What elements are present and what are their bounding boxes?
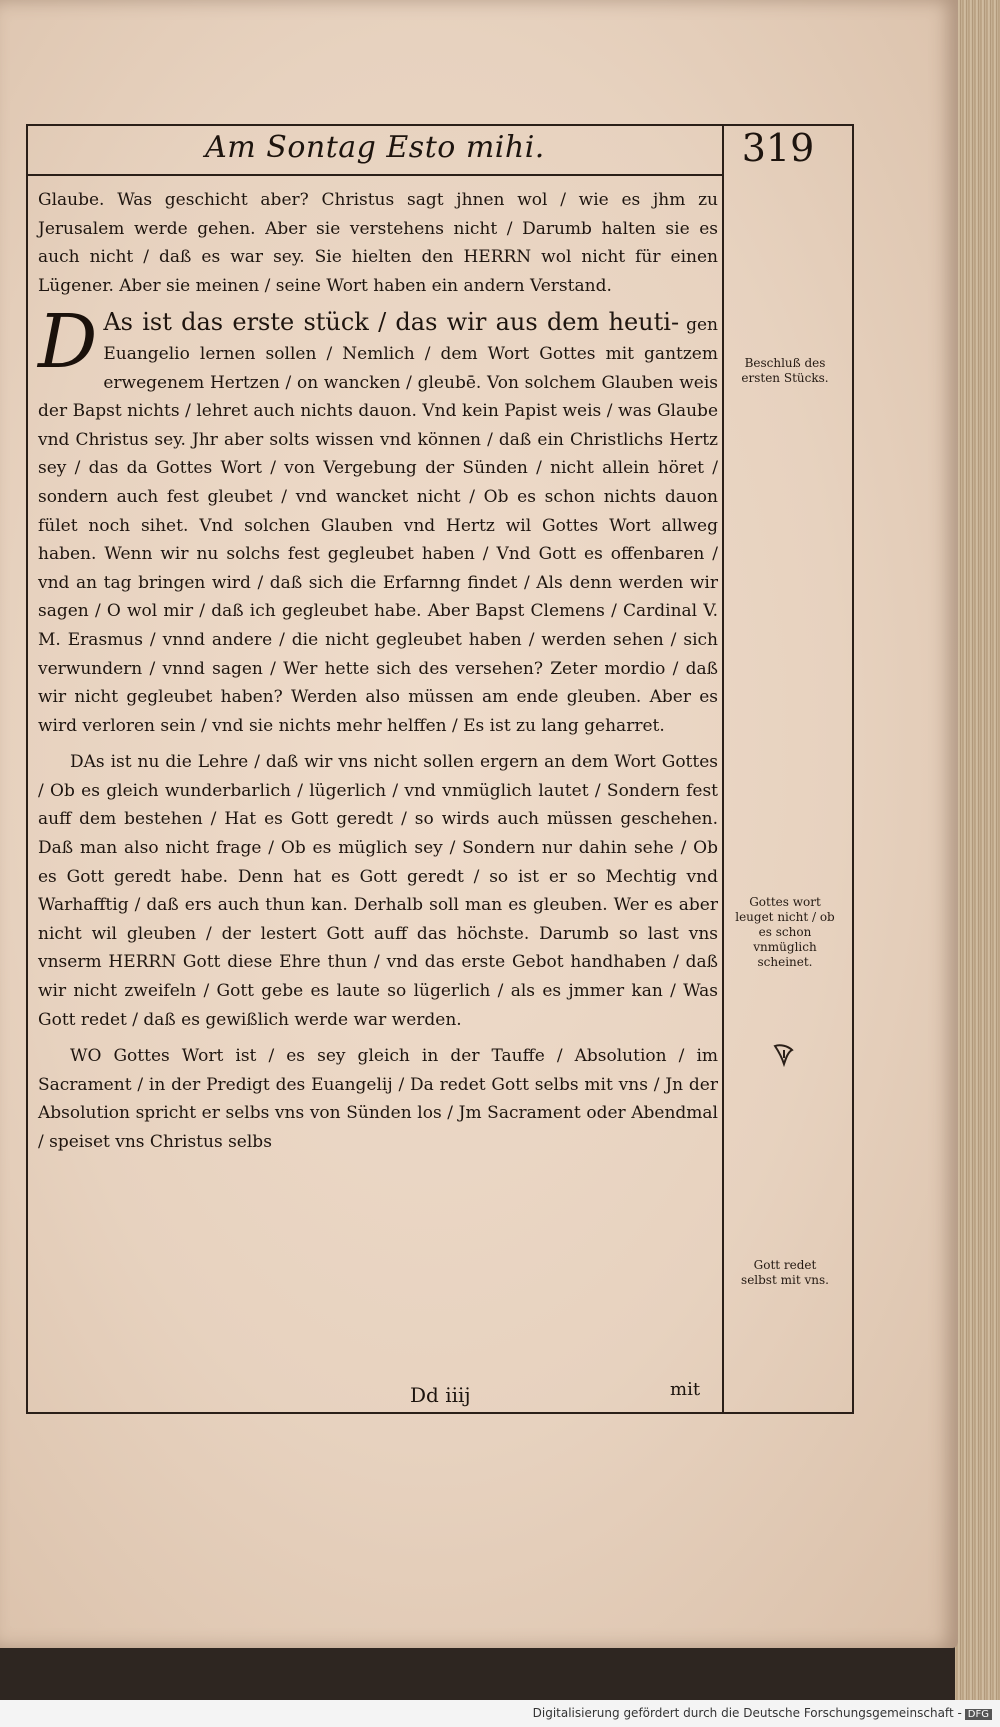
signature-mark: Dd iiij — [410, 1383, 471, 1407]
book-page-edges — [955, 0, 1000, 1727]
dfg-logo: DFG — [965, 1709, 992, 1720]
paragraph-2-lead: As ist das erste stück / das wir aus dem heuti- — [103, 308, 680, 337]
drop-cap: D — [38, 299, 98, 386]
paragraph-1: Glaube. Was geschicht aber? Christus sagt jhnen wol / wie es jhm zu Jerusalem werde gehen. Aber sie verstehens nicht / Darumb halten sie es auch nicht / daß es war sey. Sie hielten den HERRN wol nicht für einen Lügener. Aber sie meinen / seine Wort haben ein andern Verstand. — [38, 190, 718, 296]
paragraph-4: WO Gottes Wort ist / es sey gleich in der Tauffe / Absolution / im Sacrament / in der Predigt des Euangelij / Da redet Gott selbs mit vns / Jn der Absolution spricht er selbs vns von Sünden los / Jm Sacrament oder Abendmal / speiset vns Christus selbs — [38, 1046, 718, 1152]
page-number: 319 — [741, 126, 815, 170]
credit-text: Digitalisierung gefördert durch die Deutsche Forschungsgemeinschaft - — [532, 1706, 962, 1720]
header-bottom-rule — [26, 174, 722, 176]
marginal-note-3: Gott redet selbst mit vns. — [741, 1258, 829, 1287]
main-text — [38, 186, 718, 1165]
marginal-note-2: Gottes wort leuget nicht / ob es schon vnmüglich scheinet. — [735, 895, 835, 969]
frame-left-rule — [26, 124, 28, 1414]
paragraph-3: DAs ist nu die Lehre / daß wir vns nicht sollen ergern an dem Wort Gottes / Ob es gleich wunderbarlich / lügerlich / vnd vnmüglich lautet / Sondern fest auff dem bestehen / Hat es Gott geredt / so wirds auch müssen geschehen. Daß man also nicht frage / Ob es müglich sey / Sondern nur dahin sehe / Ob es Gott geredt habe. Denn hat es Gott geredt / so ist er so Mechtig vnd Warhafftig / daß ers auch thun kan. Derhalb soll man es gleuben. Wer es aber nicht wil gleuben / der lestert Gott auff das höchste. Darumb so last vns vnserm HERRN Gott diese Ehre thun / vnd das erste Gebot handhaben / daß wir nicht zweifeln / Gott gebe es laute so lügerlich / als es jmmer kan / Was Gott redet / daß es gewißlich werde war werden. — [38, 752, 718, 1030]
frame-bottom-rule — [26, 1412, 854, 1414]
paragraph-2 — [38, 299, 718, 740]
frame-text-right-rule — [722, 124, 724, 1414]
paragraph-2-body: gen Euangelio lernen sollen / Nemlich / dem Wort Gottes mit gantzem erwegenem Hertzen / on wancken / gleubē. Von solchem Glauben weis der Bapst nichts / lehret auch nichts dauon. Vnd kein Papist weis / was Glaube vnd Christus sey. Jhr aber solts wissen vnd können / daß ein Christlichs Hertz sey / das da Gottes Wort / von Vergebung der Sünden / nicht allein höret / sondern auch fest gleubet / vnd wancket nicht / Ob es schon nichts dauon fület noch sihet. Vnd solchen Glauben vnd Hertz wil Gottes Wort allweg haben. Wenn wir nu solchs fest gegleubet haben / Vnd Gott es offenbaren / vnd an tag bringen wird / daß sich die Erfarnng findet / Als denn werden wir sagen / O wol mir / daß ich gegleubet habe. Aber Bapst Clemens / Cardinal V. M. Erasmus / vnnd andere / die nicht gegleubet haben / werden sehen / sich verwundern / vnnd sagen / Wer hette sich des versehen? Zeter mordio / daß wir nicht gegleubet haben? Werden also müssen am ende gleuben. Aber es wird verloren sein / vnd sie nichts mehr helffen / Es ist zu lang geharret. — [38, 315, 718, 736]
frame-margin-right-rule — [852, 124, 854, 1414]
marginal-note-1: Beschluß des ersten Stücks. — [741, 356, 829, 385]
digitization-credit — [533, 1706, 992, 1720]
fleuron-icon — [770, 1040, 798, 1068]
catchword: mit — [670, 1379, 701, 1400]
running-title: Am Sontag Esto mihi. — [205, 130, 545, 165]
